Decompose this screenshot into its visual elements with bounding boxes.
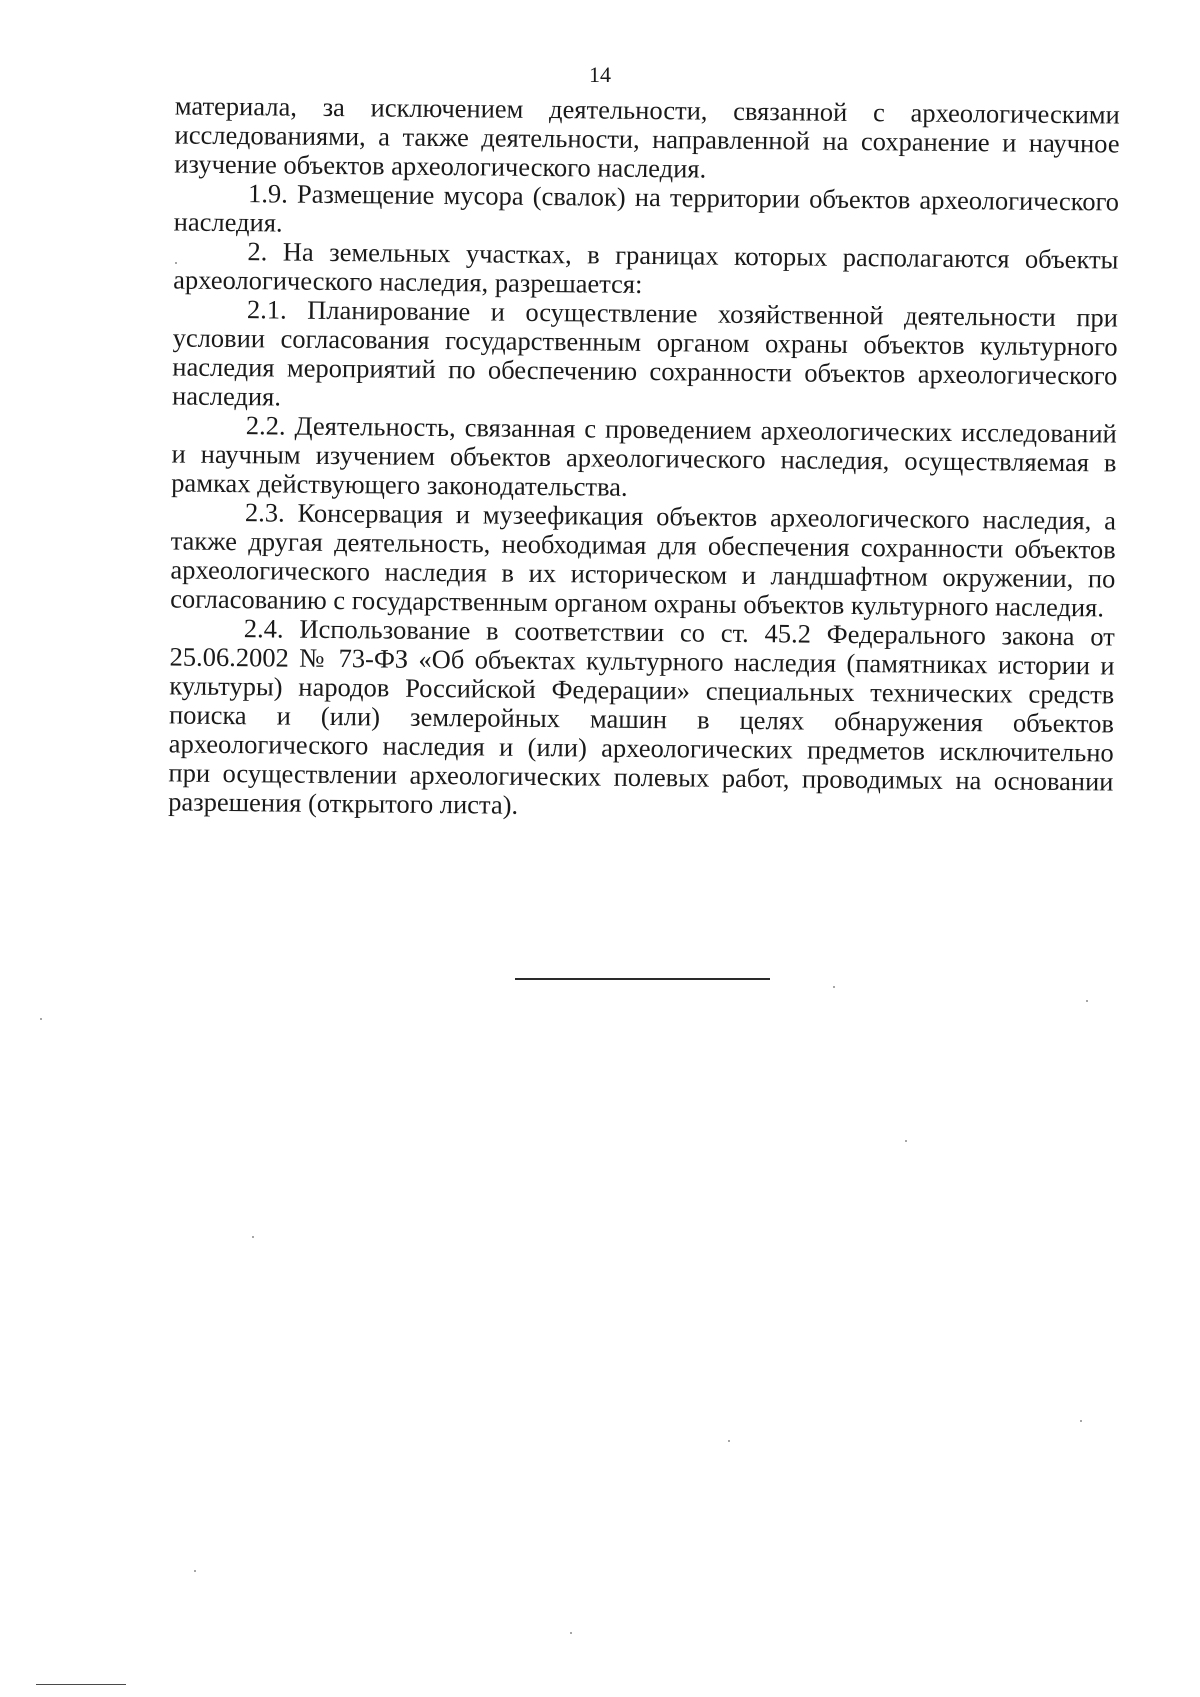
paragraph-2-1: 2.1. Планирование и осуществление хозяйственной деятельности при условии согласования государственным органом охраны объектов культурного наследия мероприятий по обеспечению сохранности объектов археологического наследия. (171, 294, 1119, 412)
scan-speck (1080, 1420, 1082, 1422)
paragraph-2: 2. На земельных участках, в границах которых располагаются объекты археологического наследия, разрешается: (173, 236, 1119, 299)
margin-rule (36, 1684, 126, 1685)
paragraph-continuation: материала, за исключением деятельности, связанной с археологическими исследованиями, а также деятельности, направленной на сохранение и научное изучение объектов археологического наследия. (174, 90, 1120, 184)
scan-speck (905, 1140, 907, 1142)
page-number: 14 (589, 62, 611, 87)
paragraph-2-4: 2.4. Использование в соответствии со ст. 45.2 Федерального закона от 25.06.2002 № 73-ФЗ «Об объектах культурного наследия (памятниках истории и культуры) народов Российской Федерации» специальных технических средств поиска и (или) землеройных машин в целях обнаружения объектов археологического наследия и (или) археологических предметов исключительно при осуществлении археологических полевых работ, проводимых на основании разрешения (открытого листа). (168, 613, 1115, 820)
paragraph-2-2: 2.2. Деятельность, связанная с проведением археологических исследований и научным изучением объектов археологического наследия, осуществляемая в рамках действующего законодательства. (171, 410, 1117, 502)
scan-speck (833, 986, 835, 988)
scan-speck (728, 1440, 730, 1442)
scan-speck (175, 262, 177, 264)
scan-speck (252, 1236, 254, 1238)
document-body (168, 91, 1120, 825)
paragraph-2-3: 2.3. Консервация и музеефикация объектов археологического наследия, а также другая деятельность, необходимая для обеспечения сохранности объектов археологического наследия в их историческом и ландшафтном окружении, по согласованию с государственным органом охраны объектов культурного наследия. (170, 497, 1117, 623)
end-of-text-rule (515, 978, 770, 980)
scan-speck (194, 1570, 196, 1572)
scan-speck (1086, 1000, 1088, 1002)
scan-speck (40, 1018, 42, 1020)
scan-speck (570, 1632, 572, 1634)
paragraph-1-9: 1.9. Размещение мусора (свалок) на территории объектов археологического наследия. (173, 178, 1120, 238)
